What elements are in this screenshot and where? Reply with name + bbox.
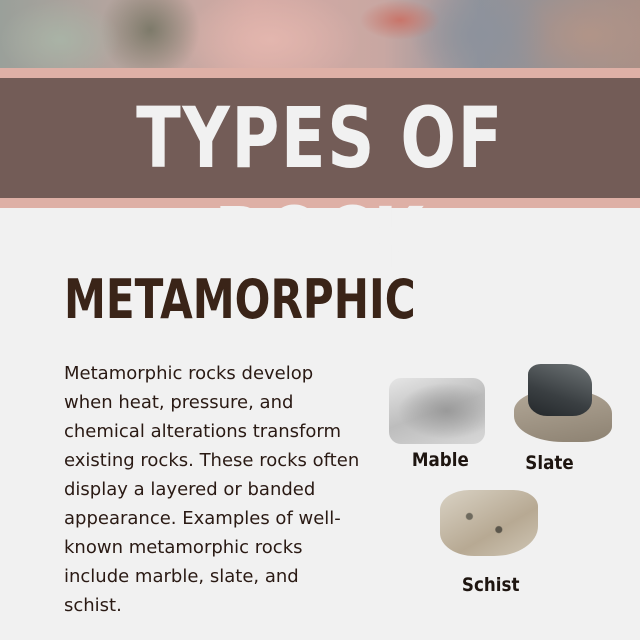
body-line: Metamorphic rocks develop — [64, 363, 314, 384]
schist-image — [440, 490, 538, 556]
schist-label: Schist — [461, 574, 520, 596]
page-title: TYPES OF ROCK — [136, 89, 504, 287]
body-line: display a layered or banded — [64, 479, 316, 500]
body-line: schist. — [64, 595, 122, 616]
body-line: chemical alterations transform — [64, 421, 341, 442]
body-line: known metamorphic rocks — [64, 537, 303, 558]
slate-image-layers — [528, 364, 592, 416]
body-line: when heat, pressure, and — [64, 392, 294, 413]
body-line: existing rocks. These rocks often — [64, 450, 360, 471]
marble-label: Mable — [411, 449, 469, 471]
section-heading: METAMORPHIC — [64, 268, 416, 331]
banner-stripe-top — [0, 68, 640, 78]
section-body — [64, 359, 359, 620]
marble-image — [389, 378, 485, 444]
slate-label: Slate — [525, 452, 574, 474]
body-line: include marble, slate, and — [64, 566, 299, 587]
body-line: appearance. Examples of well- — [64, 508, 341, 529]
rock-texture-photo — [0, 0, 640, 68]
